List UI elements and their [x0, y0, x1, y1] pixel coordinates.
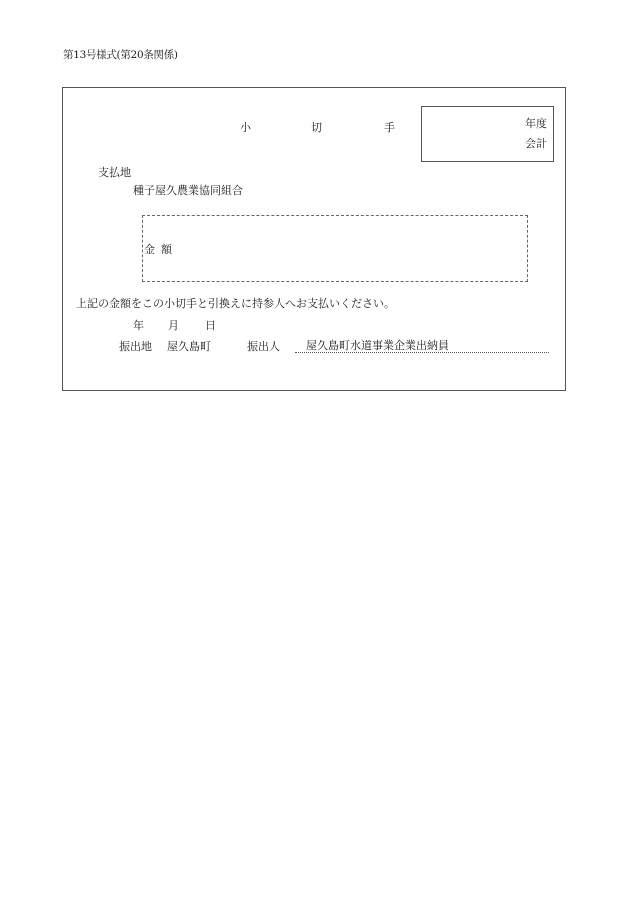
cheque-title-char: 小 — [240, 121, 251, 134]
issuer-signature-line — [295, 352, 549, 353]
payment-place-value: 種子屋久農業協同組合 — [133, 184, 243, 197]
issue-place-value: 屋久島町 — [167, 340, 211, 353]
amount-box[interactable] — [142, 215, 528, 282]
payment-place-label: 支払地 — [98, 166, 131, 179]
fiscal-year-label: 年度 — [525, 117, 547, 130]
date-year-label: 年 — [133, 319, 144, 332]
issue-place-label: 振出地 — [119, 340, 152, 353]
issuer-value: 屋久島町水道事業企業出納員 — [306, 339, 449, 352]
form-number-label: 第13号様式(第20条関係) — [63, 49, 178, 61]
issuer-label: 振出人 — [247, 340, 280, 353]
amount-label: 金額 — [144, 243, 178, 256]
cheque-title-char: 切 — [311, 121, 322, 134]
cheque-title-char: 手 — [384, 121, 395, 134]
date-day-label: 日 — [205, 319, 216, 332]
date-month-label: 月 — [168, 319, 179, 332]
account-label: 会計 — [525, 137, 547, 150]
fiscal-box — [421, 106, 554, 162]
payment-instruction: 上記の金額をこの小切手と引換えに持参人へお支払いください。 — [76, 297, 395, 310]
